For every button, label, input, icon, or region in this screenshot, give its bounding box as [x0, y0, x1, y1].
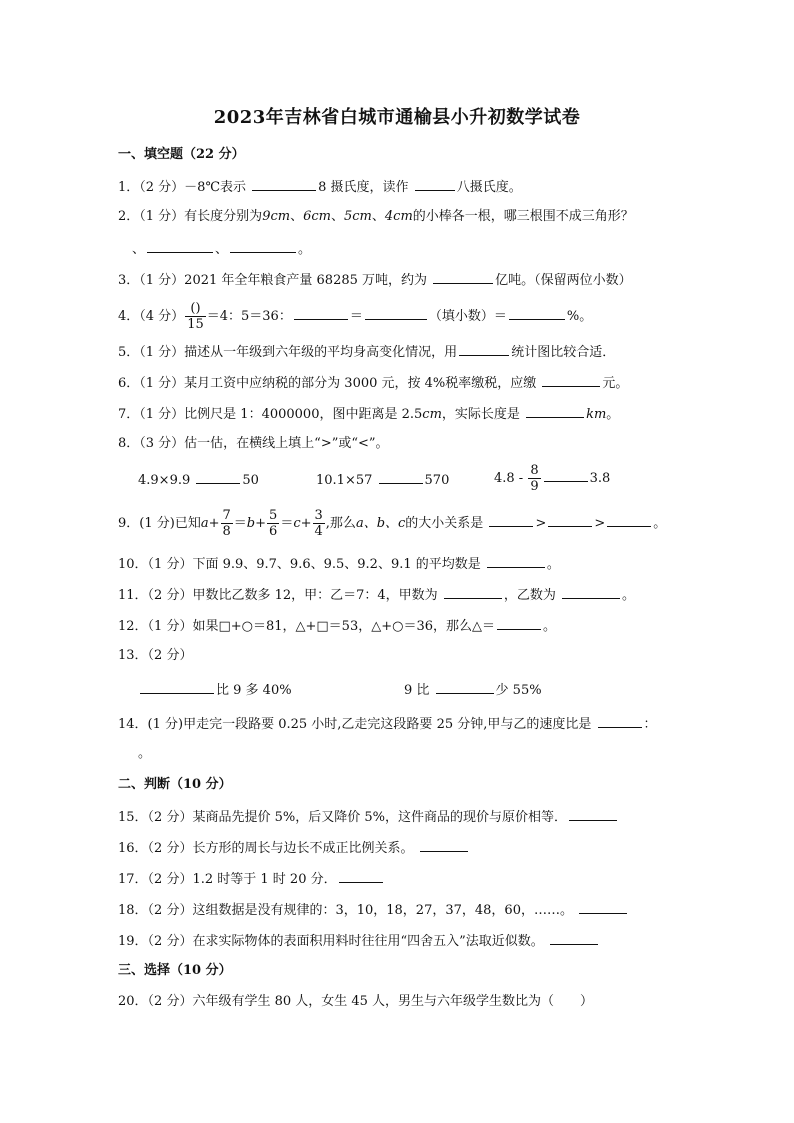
- answer-blank[interactable]: [140, 680, 214, 694]
- fraction: $\frac{3}{4}$: [314, 508, 323, 539]
- question-13: 13．（2 分）: [118, 648, 193, 663]
- question-13-right: 9 比 少 55%: [404, 680, 542, 700]
- answer-blank[interactable]: [562, 585, 620, 599]
- answer-blank[interactable]: [365, 306, 427, 320]
- answer-blank[interactable]: [196, 470, 240, 484]
- answer-blank[interactable]: [230, 239, 296, 253]
- question-15: 15．（2 分）某商品先提价 5%，后又降价 5%，这件商品的现价与原价相等．: [118, 807, 619, 827]
- section-heading-fill-blank: 一、填空题（22 分）: [118, 147, 245, 162]
- question-5: 5．（1 分）描述从一年级到六年级的平均身高变化情况，用 统计图比较合适．: [118, 342, 615, 362]
- answer-blank[interactable]: [579, 900, 627, 914]
- estimate-item-2: 10.1×57 570: [316, 470, 449, 490]
- question-14: 14．(1 分)甲走完一段路要 0.25 小时,乙走完这段路要 25 分钟,甲与乙的速度比是 ：: [118, 714, 657, 734]
- answer-blank[interactable]: [487, 554, 545, 568]
- answer-blank[interactable]: [526, 404, 584, 418]
- question-1: 1．（2 分）－8℃表示 8 摄氏度，读作 八摄氏度。: [118, 177, 522, 197]
- answer-blank[interactable]: [550, 931, 598, 945]
- answer-blank[interactable]: [544, 468, 588, 482]
- answer-blank[interactable]: [548, 513, 592, 527]
- answer-blank[interactable]: [436, 680, 494, 694]
- question-13-left: 比 9 多 40%: [138, 680, 292, 700]
- fraction: $\frac{8}{9}$: [530, 463, 539, 494]
- fraction: $\frac{()}{15}$: [187, 301, 204, 332]
- answer-blank[interactable]: [252, 177, 316, 191]
- question-6: 6．（1 分）某月工资中应纳税的部分为 3000 元，按 4%税率缴税，应缴 元。: [118, 373, 628, 393]
- section-heading-choice: 三、选择（10 分）: [118, 963, 232, 978]
- question-12: 12．（1 分）如果□+○＝81，△+□＝53，△+○＝36，那么△＝ 。: [118, 616, 556, 636]
- page-title: 2023年吉林省白城市通榆县小升初数学试卷: [213, 107, 581, 128]
- question-16: 16．（2 分）长方形的周长与边长不成正比例关系。: [118, 838, 470, 858]
- answer-blank[interactable]: [433, 270, 493, 284]
- fraction: $\frac{5}{6}$: [269, 508, 278, 539]
- answer-blank[interactable]: [598, 714, 642, 728]
- question-2: 2．（1 分）有长度分别为9cm、6cm、5cm、4cm的小棒各一根，哪三根围不成三角形？: [118, 209, 634, 224]
- answer-blank[interactable]: [497, 616, 541, 630]
- answer-blank[interactable]: [415, 177, 455, 191]
- section-heading-judge: 二、判断（10 分）: [118, 777, 232, 792]
- answer-blank[interactable]: [294, 306, 348, 320]
- answer-blank[interactable]: [420, 838, 468, 852]
- question-4: 4．（4 分） $\frac{()}{15}$ ＝4：5＝36： ＝ （填小数）＝ %。: [118, 301, 593, 332]
- fraction: $\frac{7}{8}$: [222, 508, 231, 539]
- question-11: 11．（2 分）甲数比乙数多 12，甲：乙＝7：4，甲数为 ，乙数为 。: [118, 585, 635, 605]
- question-17: 17．（2 分）1.2 时等于 1 时 20 分．: [118, 869, 385, 889]
- answer-blank[interactable]: [459, 342, 509, 356]
- estimate-item-3: 4.8 - $\frac{8}{9}$ 3.8: [494, 463, 611, 494]
- answer-blank[interactable]: [339, 869, 383, 883]
- answer-blank[interactable]: [607, 513, 651, 527]
- answer-blank[interactable]: [509, 306, 565, 320]
- question-9: 9．(1 分)已知a+ $\frac{7}{8}$ ＝b+ $\frac{5}{6}$ ＝c+ $\frac{3}{4}$ ,那么a、b、c的大小关系是 > > 。: [118, 508, 667, 539]
- question-3: 3．（1 分）2021 年全年粮食产量 68285 万吨，约为 亿吨。（保留两位小数）: [118, 270, 632, 290]
- question-20: 20．（2 分）六年级有学生 80 人，女生 45 人，男生与六年级学生数比为（ ）: [118, 994, 594, 1009]
- answer-blank[interactable]: [379, 470, 423, 484]
- answer-blank[interactable]: [542, 373, 600, 387]
- question-18: 18．（2 分）这组数据是没有规律的：3，10，18，27，37，48，60，……。: [118, 900, 629, 920]
- question-10: 10．（1 分）下面 9.9、9.7、9.6、9.5、9.2、9.1 的平均数是 。: [118, 554, 560, 574]
- answer-blank[interactable]: [147, 239, 213, 253]
- question-7: 7．（1 分）比例尺是 1：4000000，图中距离是 2.5cm，实际长度是 km。: [118, 404, 619, 424]
- question-8: 8．（3 分）估一估，在横线上填上“>”或“<”。: [118, 436, 389, 451]
- question-14-cont: 。: [138, 746, 152, 761]
- question-19: 19．（2 分）在求实际物体的表面积用料时往往用“四舍五入”法取近似数。: [118, 931, 600, 951]
- question-2-answers: 、 、 。: [132, 239, 311, 259]
- estimate-item-1: 4.9×9.9 50: [138, 470, 259, 490]
- answer-blank[interactable]: [444, 585, 502, 599]
- answer-blank[interactable]: [489, 513, 533, 527]
- answer-blank[interactable]: [569, 807, 617, 821]
